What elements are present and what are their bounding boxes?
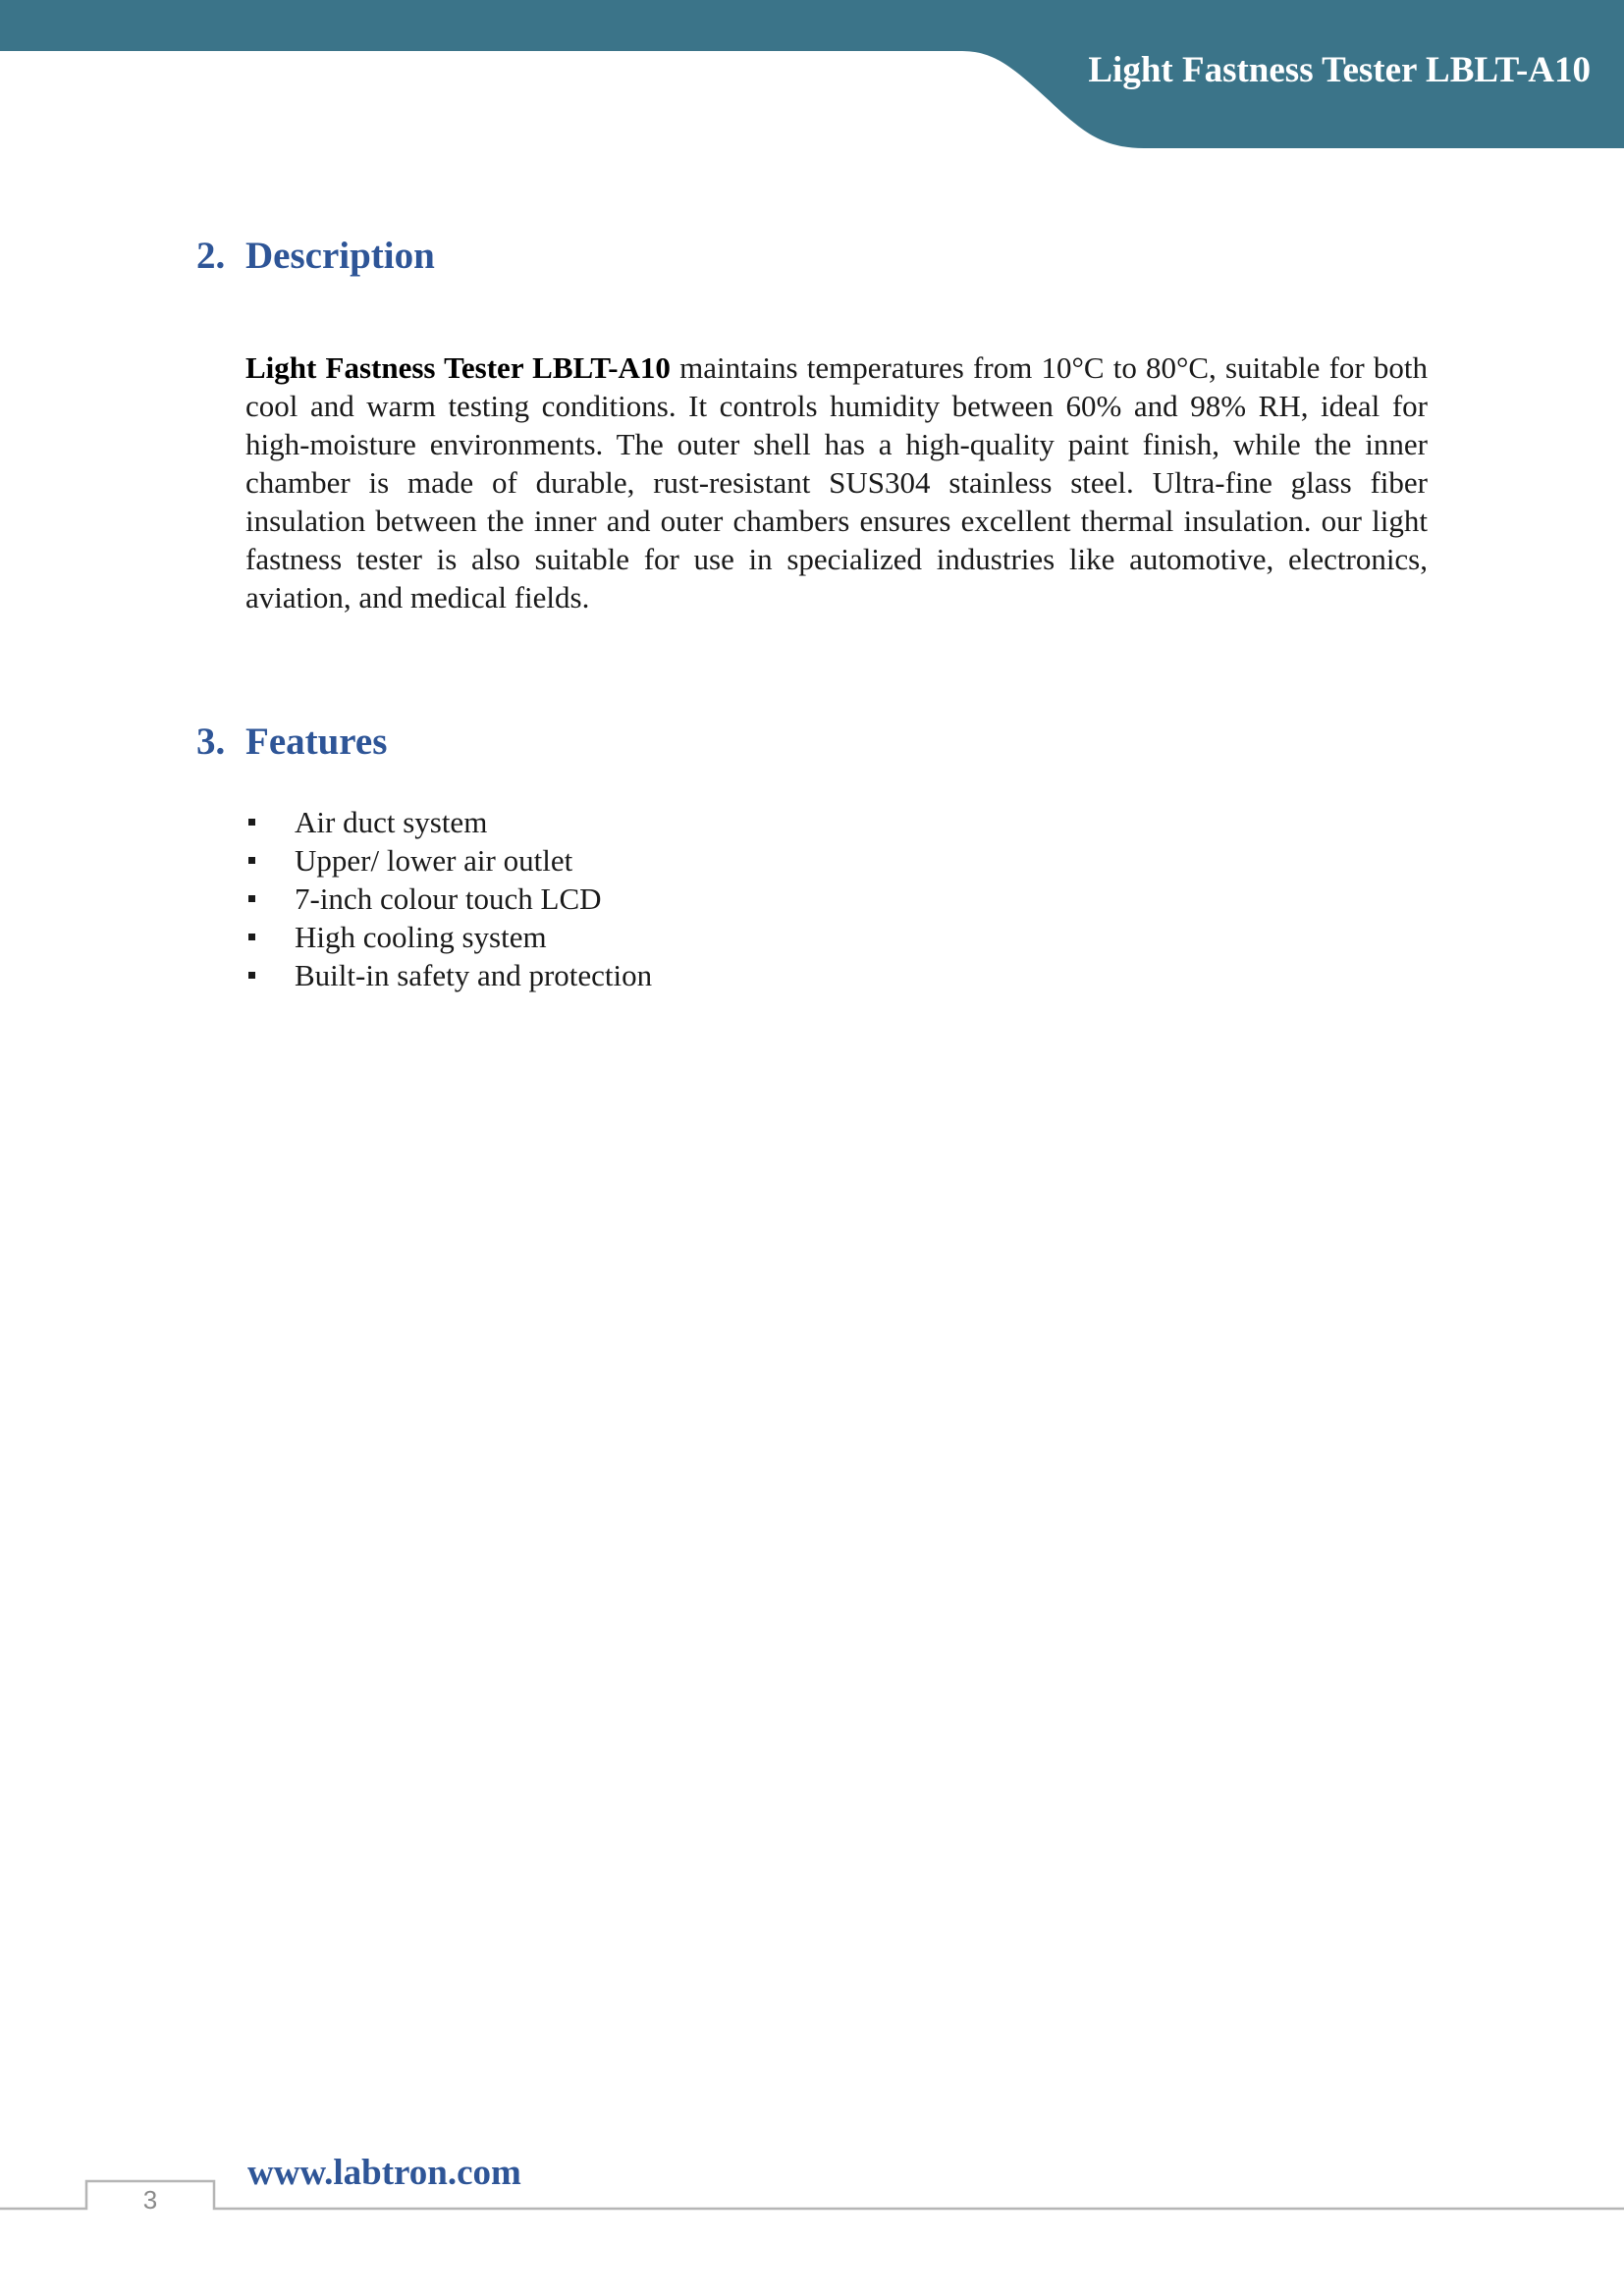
feature-item-text: 7-inch colour touch LCD	[295, 881, 602, 916]
feature-item	[245, 880, 652, 918]
footer-page-tab-line	[0, 2181, 1624, 2209]
description-product-name: Light Fastness Tester LBLT-A10	[245, 350, 671, 385]
description-heading-number: 2.	[196, 235, 226, 277]
feature-item-text: Upper/ lower air outlet	[295, 843, 573, 878]
feature-item	[245, 841, 652, 880]
square-bullet-icon	[248, 819, 255, 826]
feature-item	[245, 956, 652, 994]
features-list	[245, 803, 652, 994]
description-heading-text: Description	[245, 235, 435, 277]
description-paragraph	[245, 348, 1428, 616]
features-heading	[196, 720, 387, 764]
feature-item-text: Air duct system	[295, 805, 488, 839]
feature-item	[245, 803, 652, 841]
square-bullet-icon	[248, 857, 255, 864]
website-link[interactable]: www.labtron.com	[247, 2153, 521, 2193]
page-number: 3	[142, 2185, 158, 2215]
features-heading-number: 3.	[196, 721, 226, 763]
feature-item-text: High cooling system	[295, 920, 547, 954]
square-bullet-icon	[248, 934, 255, 940]
feature-item	[245, 918, 652, 956]
feature-item-text: Built-in safety and protection	[295, 958, 653, 992]
header-title: Light Fastness Tester LBLT-A10	[1088, 50, 1591, 90]
square-bullet-icon	[248, 895, 255, 902]
footer-rule	[0, 2160, 1624, 2218]
description-heading	[196, 234, 435, 278]
square-bullet-icon	[248, 972, 255, 979]
description-body-text: maintains temperatures from 10°C to 80°C, suitable for both cool and warm testing conditions. It controls humidity between 60% and 98% RH, ideal for high-moisture environments. The outer shell has a high-quality paint finish, while the inner chamber is made of durable, rust-resistant SUS304 stainless steel. Ultra-fine glass fiber insulation between the inner and outer chambers ensures excellent thermal insulation. our light fastness tester is also suitable for use in specialized industries like automotive, electronics, aviation, and medical fields.	[245, 350, 1428, 614]
features-heading-text: Features	[245, 721, 388, 763]
